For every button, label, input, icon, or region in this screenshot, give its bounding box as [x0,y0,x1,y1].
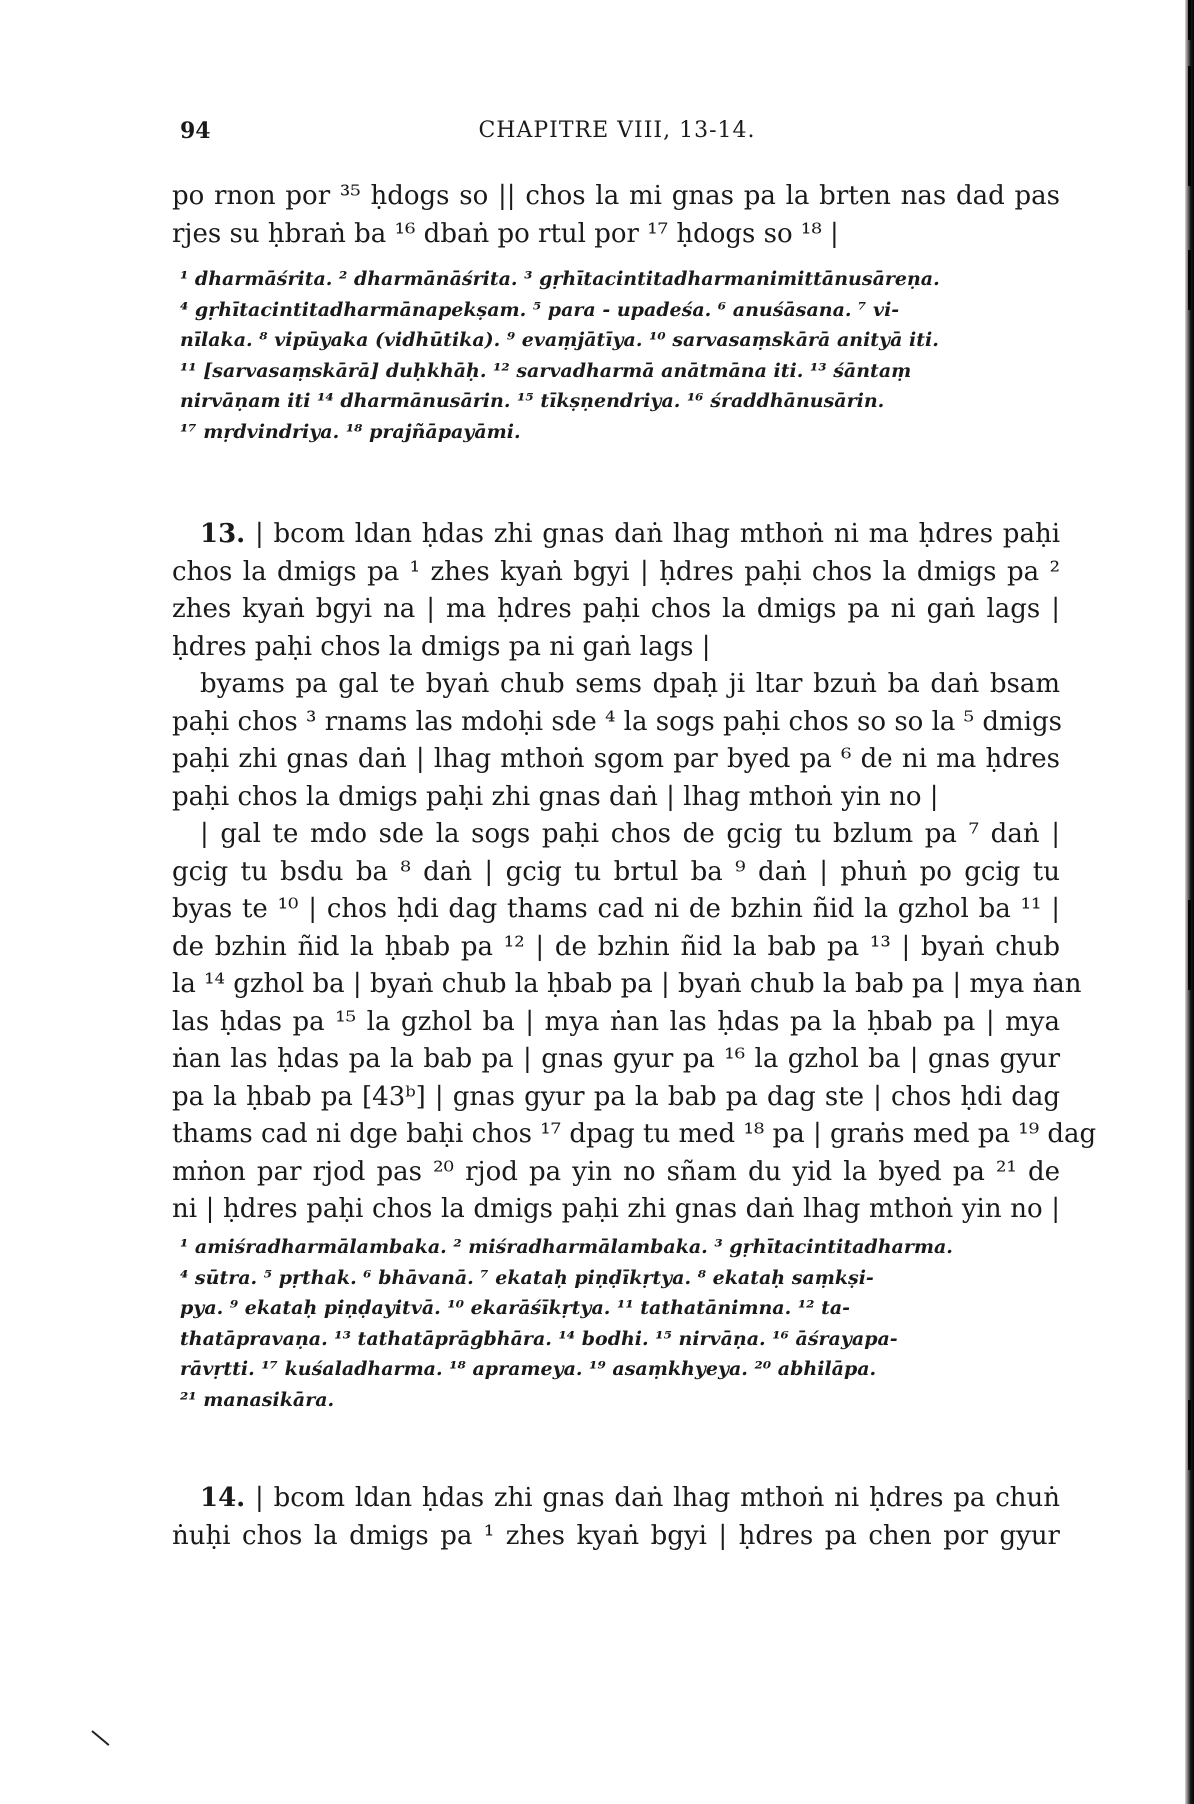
running-title: CHAPITRE VIII, 13-14. [478,118,756,143]
spine-mark [1188,1400,1191,1470]
text-line: paḥi zhi gnas daṅ | lhag mthoṅ sgom par byed pa ⁶ de ni ma ḥdres [172,744,1060,774]
section-13 [172,516,1097,1229]
text-line: la ¹⁴ gzhol ba | byaṅ chub la ḥbab pa | byaṅ chub la bab pa | mya ṅan [172,969,1082,999]
page-header [180,118,1054,154]
footnote-line: ¹ dharmāśrita. ² dharmānāśrita. ³ gṛhītacintitadharmanimittānusāreṇa. [180,268,940,290]
text-line: | gal te mdo sde la sogs paḥi chos de gcig tu bzlum pa ⁷ daṅ | [200,819,1060,849]
text-line: po rnon por ³⁵ ḥdogs so || chos la mi gnas pa la brten nas dad pas [172,181,1060,211]
section-14 [172,1480,1060,1555]
text-line: byas te ¹⁰ | chos ḥdi dag thams cad ni de bzhin ñid la gzhol ba ¹¹ | [172,894,1060,924]
text-line: pa la ḥbab pa [43ᵇ] | gnas gyur pa la bab pa dag ste | chos ḥdi dag [172,1081,1060,1112]
footnote-line: nīlaka. ⁸ vipūyaka (vidhūtika). ⁹ evaṃjātīya. ¹⁰ sarvasaṃskārā anityā iti. [180,329,939,351]
text-line: thams cad ni dge baḥi chos ¹⁷ dpag tu med ¹⁸ pa | graṅs med pa ¹⁹ dag [172,1119,1097,1149]
footnote-line: ²¹ manasikāra. [180,1388,335,1411]
text-line: byams pa gal te byaṅ chub sems dpaḥ ji ltar bzuṅ ba daṅ bsam [200,669,1060,699]
text-span: | bcom ldan ḥdas zhi gnas daṅ lhag mthoṅ ni ma ḥdres paḥi [255,519,1061,549]
text-line: las ḥdas pa ¹⁵ la gzhol ba | mya ṅan las ḥdas pa la ḥbab pa | mya [172,1006,1060,1037]
text-line: ṅuḥi chos la dmigs pa ¹ zhes kyaṅ bgyi | ḥdres pa chen por gyur [172,1520,1060,1551]
continuation-paragraph [172,178,1060,253]
section-number: 14. [200,1483,246,1513]
footnotes-section-13 [180,1232,1060,1415]
spine-mark [1188,66,1191,186]
text-line: de bzhin ñid la ḥbab pa ¹² | de bzhin ñid la bab pa ¹³ | byaṅ chub [172,931,1060,962]
book-spine-edge [1185,0,1194,1804]
footnote-line: pya. ⁹ ekataḥ piṇḍayitvā. ¹⁰ ekarāśīkṛtya. ¹¹ tathatānimna. ¹² ta- [180,1297,851,1319]
footnote-line: rāvṛtti. ¹⁷ kuśaladharma. ¹⁸ aprameya. ¹⁹ asaṃkhyeya. ²⁰ abhilāpa. [180,1358,877,1380]
text-line: chos la dmigs pa ¹ zhes kyaṅ bgyi | ḥdres paḥi chos la dmigs pa ² [172,556,1060,587]
footnote-line: thatāpravaṇa. ¹³ tathatāprāgbhāra. ¹⁴ bodhi. ¹⁵ nirvāṇa. ¹⁶ āśrayapa- [180,1327,898,1350]
page-number: 94 [180,118,211,144]
text-line: zhes kyaṅ bgyi na | ma ḥdres paḥi chos la dmigs pa ni gaṅ lags | [172,594,1060,624]
spine-mark [1188,0,1191,40]
spine-mark [1188,250,1191,310]
text-line: paḥi chos ³ rnams las mdoḥi sde ⁴ la sogs paḥi chos so so la ⁵ dmigs [172,706,1062,737]
text-span: | bcom ldan ḥdas zhi gnas daṅ lhag mthoṅ ni ḥdres pa chuṅ [255,1483,1060,1513]
section-13-first-line [172,516,1060,554]
text-line: ṅan las ḥdas pa la bab pa | gnas gyur pa ¹⁶ la gzhol ba | gnas gyur [172,1044,1060,1074]
text-line: ni | ḥdres paḥi chos la dmigs paḥi zhi gnas daṅ lhag mthoṅ yin no | [172,1194,1060,1224]
text-line: paḥi chos la dmigs paḥi zhi gnas daṅ | lhag mthoṅ yin no | [172,781,939,812]
stray-pen-mark [91,1730,109,1746]
section-number: 13. [200,519,246,549]
footnote-line: ¹⁷ mṛdvindriya. ¹⁸ prajñāpayāmi. [180,420,521,443]
footnote-line: nirvāṇam iti ¹⁴ dharmānusārin. ¹⁵ tīkṣṇendriya. ¹⁶ śraddhānusārin. [180,390,885,412]
footnote-line: ⁴ gṛhītacintitadharmānapekṣam. ⁵ para - upadeśa. ⁶ anuśāsana. ⁷ vi- [180,298,900,321]
footnote-line: ¹¹ [sarvasaṃskārā] duḥkhāḥ. ¹² sarvadharmā anātmāna iti. ¹³ śāntaṃ [180,359,912,382]
text-line: gcig tu bsdu ba ⁸ daṅ | gcig tu brtul ba ⁹ daṅ | phuṅ po gcig tu [172,856,1060,887]
text-line: mṅon par rjod pas ²⁰ rjod pa yin no sñam du yid la byed pa ²¹ de [172,1156,1060,1187]
text-line: ḥdres paḥi chos la dmigs pa ni gaṅ lags | [172,631,711,662]
footnote-line: ¹ amiśradharmālambaka. ² miśradharmālambaka. ³ gṛhītacintitadharma. [180,1236,953,1258]
spine-mark [1188,900,1191,990]
section-14-first-line [172,1480,1060,1518]
footnote-line: ⁴ sūtra. ⁵ pṛthak. ⁶ bhāvanā. ⁷ ekataḥ piṇḍīkṛtya. ⁸ ekataḥ saṃkṣi- [180,1266,874,1289]
text-line: rjes su ḥbraṅ ba ¹⁶ dbaṅ po rtul por ¹⁷ ḥdogs so ¹⁸ | [172,218,839,249]
footnotes-section-12 [180,264,1060,447]
